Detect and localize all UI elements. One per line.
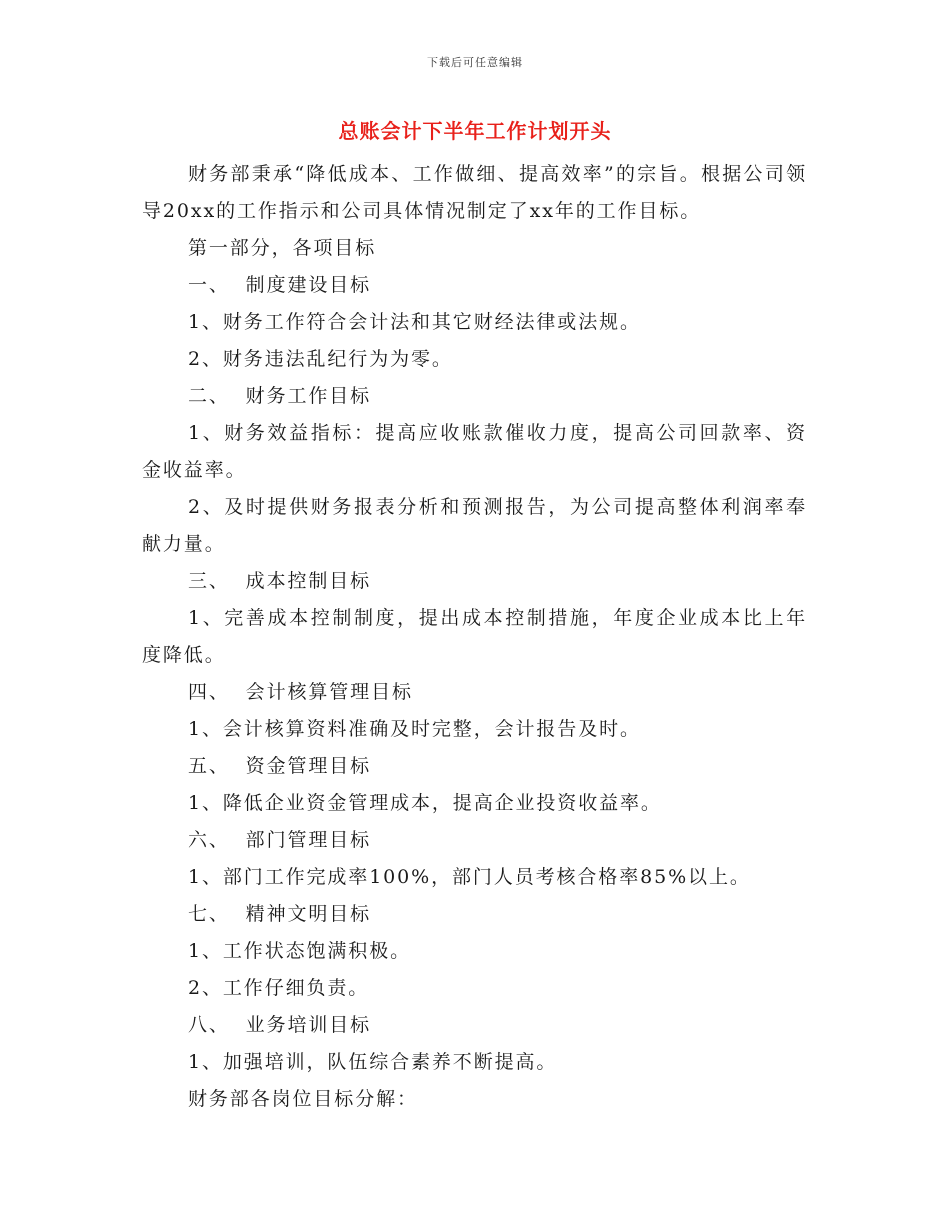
section-heading-2: 二、 财务工作目标	[188, 385, 372, 407]
paragraph-part-one-heading: 第一部分，各项目标	[188, 237, 377, 259]
list-item: 1、会计核算资料准确及时完整，会计报告及时。	[188, 718, 641, 740]
list-item: 1、工作状态饱满积极。	[188, 940, 411, 962]
list-item: 1、财务效益指标：提高应收账款催收力度，提高公司回款率、资金收益率。	[142, 422, 807, 481]
list-item: 1、完善成本控制制度，提出成本控制措施，年度企业成本比上年度降低。	[142, 607, 807, 666]
section-heading-6: 六、 部门管理目标	[188, 829, 372, 851]
paragraph-breakdown-heading: 财务部各岗位目标分解：	[188, 1088, 418, 1110]
list-item: 2、工作仔细负责。	[188, 977, 370, 999]
list-item: 1、降低企业资金管理成本，提高企业投资收益率。	[188, 792, 662, 814]
section-heading-4: 四、 会计核算管理目标	[188, 681, 413, 703]
document-body	[142, 156, 807, 1118]
paragraph-intro: 财务部秉承“降低成本、工作做细、提高效率”的宗旨。根据公司领导20xx的工作指示和公司具体情况制定了xx年的工作目标。	[142, 163, 807, 222]
list-item: 1、部门工作完成率100%，部门人员考核合格率85%以上。	[188, 866, 751, 888]
document-title: 总账会计下半年工作计划开头	[338, 119, 612, 143]
list-item: 2、财务违法乱纪行为为零。	[188, 348, 453, 370]
section-heading-7: 七、 精神文明目标	[188, 903, 372, 925]
section-heading-5: 五、 资金管理目标	[188, 755, 372, 777]
list-item: 1、加强培训，队伍综合素养不断提高。	[188, 1051, 558, 1073]
section-heading-3: 三、 成本控制目标	[188, 570, 372, 592]
list-item: 2、及时提供财务报表分析和预测报告，为公司提高整体利润率奉献力量。	[142, 496, 807, 555]
section-heading-1: 一、 制度建设目标	[188, 274, 372, 296]
section-heading-8: 八、 业务培训目标	[188, 1014, 372, 1036]
header-note: 下载后可任意编辑	[427, 56, 523, 69]
list-item: 1、财务工作符合会计法和其它财经法律或法规。	[188, 311, 641, 333]
